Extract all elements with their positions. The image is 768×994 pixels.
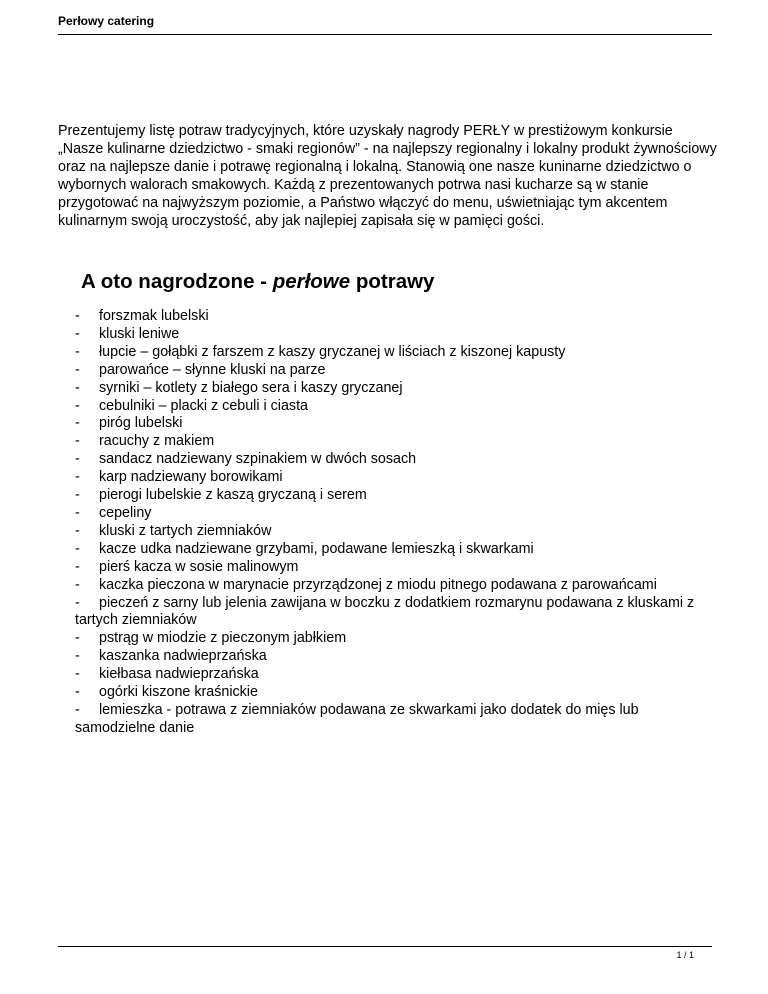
list-dash-marker: -	[75, 576, 80, 593]
dish-list-item	[58, 595, 718, 631]
dish-list-item	[58, 505, 718, 523]
dish-name: pstrąg w miodzie z pieczonym jabłkiem	[99, 630, 347, 647]
list-dash-marker: -	[75, 701, 80, 718]
dish-list-item	[58, 308, 718, 326]
document-header-title: Perłowy catering	[58, 14, 155, 28]
list-dash-marker: -	[75, 415, 80, 432]
footer-divider	[58, 946, 712, 947]
list-dash-marker: -	[75, 469, 80, 486]
dish-name: karp nadziewany borowikami	[99, 469, 283, 486]
list-dash-marker: -	[75, 684, 80, 701]
dish-name: kacze udka nadziewane grzybami, podawane lemieszką i skwarkami	[99, 540, 534, 557]
dish-list-item	[58, 630, 718, 648]
dish-name: lemieszka - potrawa z ziemniaków podawana ze skwarkami jako dodatek do mięs lub samodzielne danie	[75, 701, 639, 736]
list-dash-marker: -	[75, 522, 80, 539]
dish-list-item	[58, 362, 718, 380]
dish-name: pierogi lubelskie z kaszą gryczaną i serem	[99, 487, 367, 504]
dish-name: cepeliny	[99, 504, 152, 521]
list-dash-marker: -	[75, 540, 80, 557]
dish-name: kaszanka nadwieprzańska	[99, 648, 267, 665]
dish-list-item	[58, 648, 718, 666]
list-dash-marker: -	[75, 451, 80, 468]
list-dash-marker: -	[75, 648, 80, 665]
dish-name: racuchy z makiem	[99, 433, 215, 450]
list-dash-marker: -	[75, 308, 80, 324]
dish-list-item	[58, 523, 718, 541]
list-dash-marker: -	[75, 325, 80, 342]
heading-text-start: A oto nagrodzone -	[81, 270, 273, 293]
dish-name: kaczka pieczona w marynacie przyrządzonej z miodu pitnego podawana z parowańcami	[99, 576, 657, 593]
heading-text-end: potrawy	[350, 270, 435, 293]
dish-list-item	[58, 433, 718, 451]
dish-name: kluski leniwe	[99, 325, 180, 342]
dish-name: cebulniki – placki z cebuli i ciasta	[99, 397, 308, 414]
dish-name: łupcie – gołąbki z farszem z kaszy gryczanej w liściach z kiszonej kapusty	[99, 343, 566, 360]
list-dash-marker: -	[75, 558, 80, 575]
dish-list-item	[58, 380, 718, 398]
dish-name: kiełbasa nadwieprzańska	[99, 666, 259, 683]
list-dash-marker: -	[75, 361, 80, 378]
list-dash-marker: -	[75, 379, 80, 396]
heading-emphasis: perłowe	[272, 270, 351, 293]
dish-list-item	[58, 487, 718, 505]
list-dash-marker: -	[75, 397, 80, 414]
dish-name: syrniki – kotlety z białego sera i kaszy gryczanej	[99, 379, 403, 396]
list-dash-marker: -	[75, 594, 80, 611]
dish-name: sandacz nadziewany szpinakiem w dwóch sosach	[99, 451, 417, 468]
dish-list-item	[58, 684, 718, 702]
dish-list-item	[58, 415, 718, 433]
dish-list-item	[58, 559, 718, 577]
dish-list-item	[58, 702, 718, 738]
dish-list-item	[58, 469, 718, 487]
dish-list-item	[58, 326, 718, 344]
dish-name: pieczeń z sarny lub jelenia zawijana w boczku z dodatkiem rozmarynu podawana z kluskami z tartych ziemniaków	[75, 594, 695, 629]
list-dash-marker: -	[75, 504, 80, 521]
list-dash-marker: -	[75, 343, 80, 360]
dish-name: forszmak lubelski	[99, 308, 209, 324]
dish-name: pierś kacza w sosie malinowym	[99, 558, 299, 575]
dish-name: parowańce – słynne kluski na parze	[99, 361, 326, 378]
dish-list-item	[58, 577, 718, 595]
list-dash-marker: -	[75, 630, 80, 647]
intro-paragraph: Prezentujemy listę potraw tradycyjnych, które uzyskały nagrody PERŁY w prestiżowym konkursie „Nasze kulinarne dziedzictwo - smaki regionów” - na najlepszy regionalny i lokalny produkt żywnościowy oraz na najlepsze danie i potrawę regionalną i lokalną. Stanowią one nasze kuninarne dziedzictwo o wybornych walorach smakowych. Każdą z prezentowanych potrwa nasi kucharze są w stanie przygotować na najwyższym poziomie, a Państwo włączyć do menu, uświetniając tym akcentem kulinarnym swoją uroczystość, aby jak najlepiej zapisała się w pamięci gości.	[58, 123, 717, 229]
list-dash-marker: -	[75, 433, 80, 450]
dish-list-item	[58, 344, 718, 362]
dish-list-item	[58, 666, 718, 684]
dish-list-item	[58, 451, 718, 469]
dish-name: kluski z tartych ziemniaków	[99, 522, 272, 539]
section-heading	[81, 270, 434, 294]
dish-name: piróg lubelski	[99, 415, 183, 432]
header-divider	[58, 34, 712, 35]
dish-list	[58, 308, 718, 738]
dish-list-item	[58, 398, 718, 416]
page-number: 1 / 1	[676, 950, 694, 960]
list-dash-marker: -	[75, 487, 80, 504]
dish-list-item	[58, 541, 718, 559]
list-dash-marker: -	[75, 666, 80, 683]
dish-name: ogórki kiszone kraśnickie	[99, 684, 258, 701]
